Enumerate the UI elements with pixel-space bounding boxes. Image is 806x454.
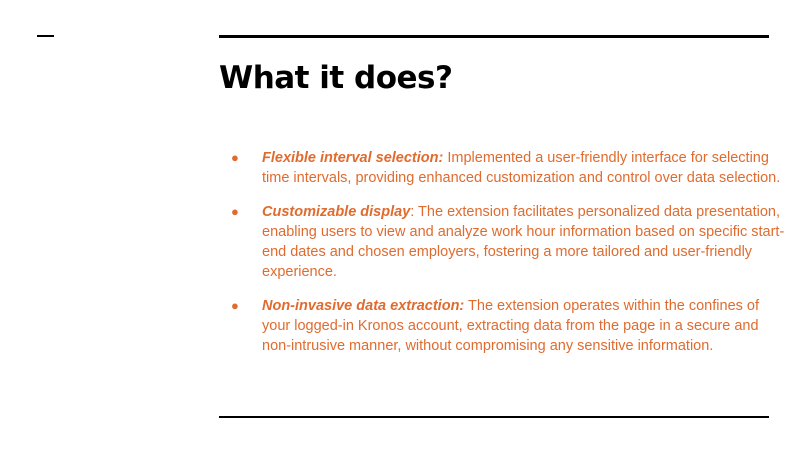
bullet-dot-icon: ● — [231, 298, 239, 313]
bullet-term: Flexible interval selection: — [262, 150, 444, 166]
bullet-item — [231, 296, 791, 356]
top-divider — [219, 35, 769, 38]
bullet-text: : The extension facilitates personalized data presentation, enabling users to view and analyze work hour information based on specific start-end dates and chosen employers, fostering a more tailored and user-friendly experience. — [262, 204, 785, 280]
corner-dash — [37, 35, 54, 37]
slide-title: What it does? — [219, 60, 453, 96]
bullet-list — [231, 148, 791, 370]
bullet-text: Implemented a user-friendly interface for selecting time intervals, providing enhanced customization and control over data selection. — [262, 150, 781, 186]
bullet-dot-icon: ● — [231, 150, 239, 165]
bottom-divider — [219, 416, 769, 418]
bullet-text: The extension operates within the confines of your logged-in Kronos account, extracting data from the page in a secure and non-intrusive manner, without compromising any sensitive information. — [262, 298, 760, 354]
bullet-term: Non-invasive data extraction: — [262, 298, 465, 314]
bullet-dot-icon: ● — [231, 204, 239, 219]
bullet-item — [231, 202, 791, 282]
bullet-item — [231, 148, 791, 188]
bullet-term: Customizable display — [262, 204, 411, 220]
